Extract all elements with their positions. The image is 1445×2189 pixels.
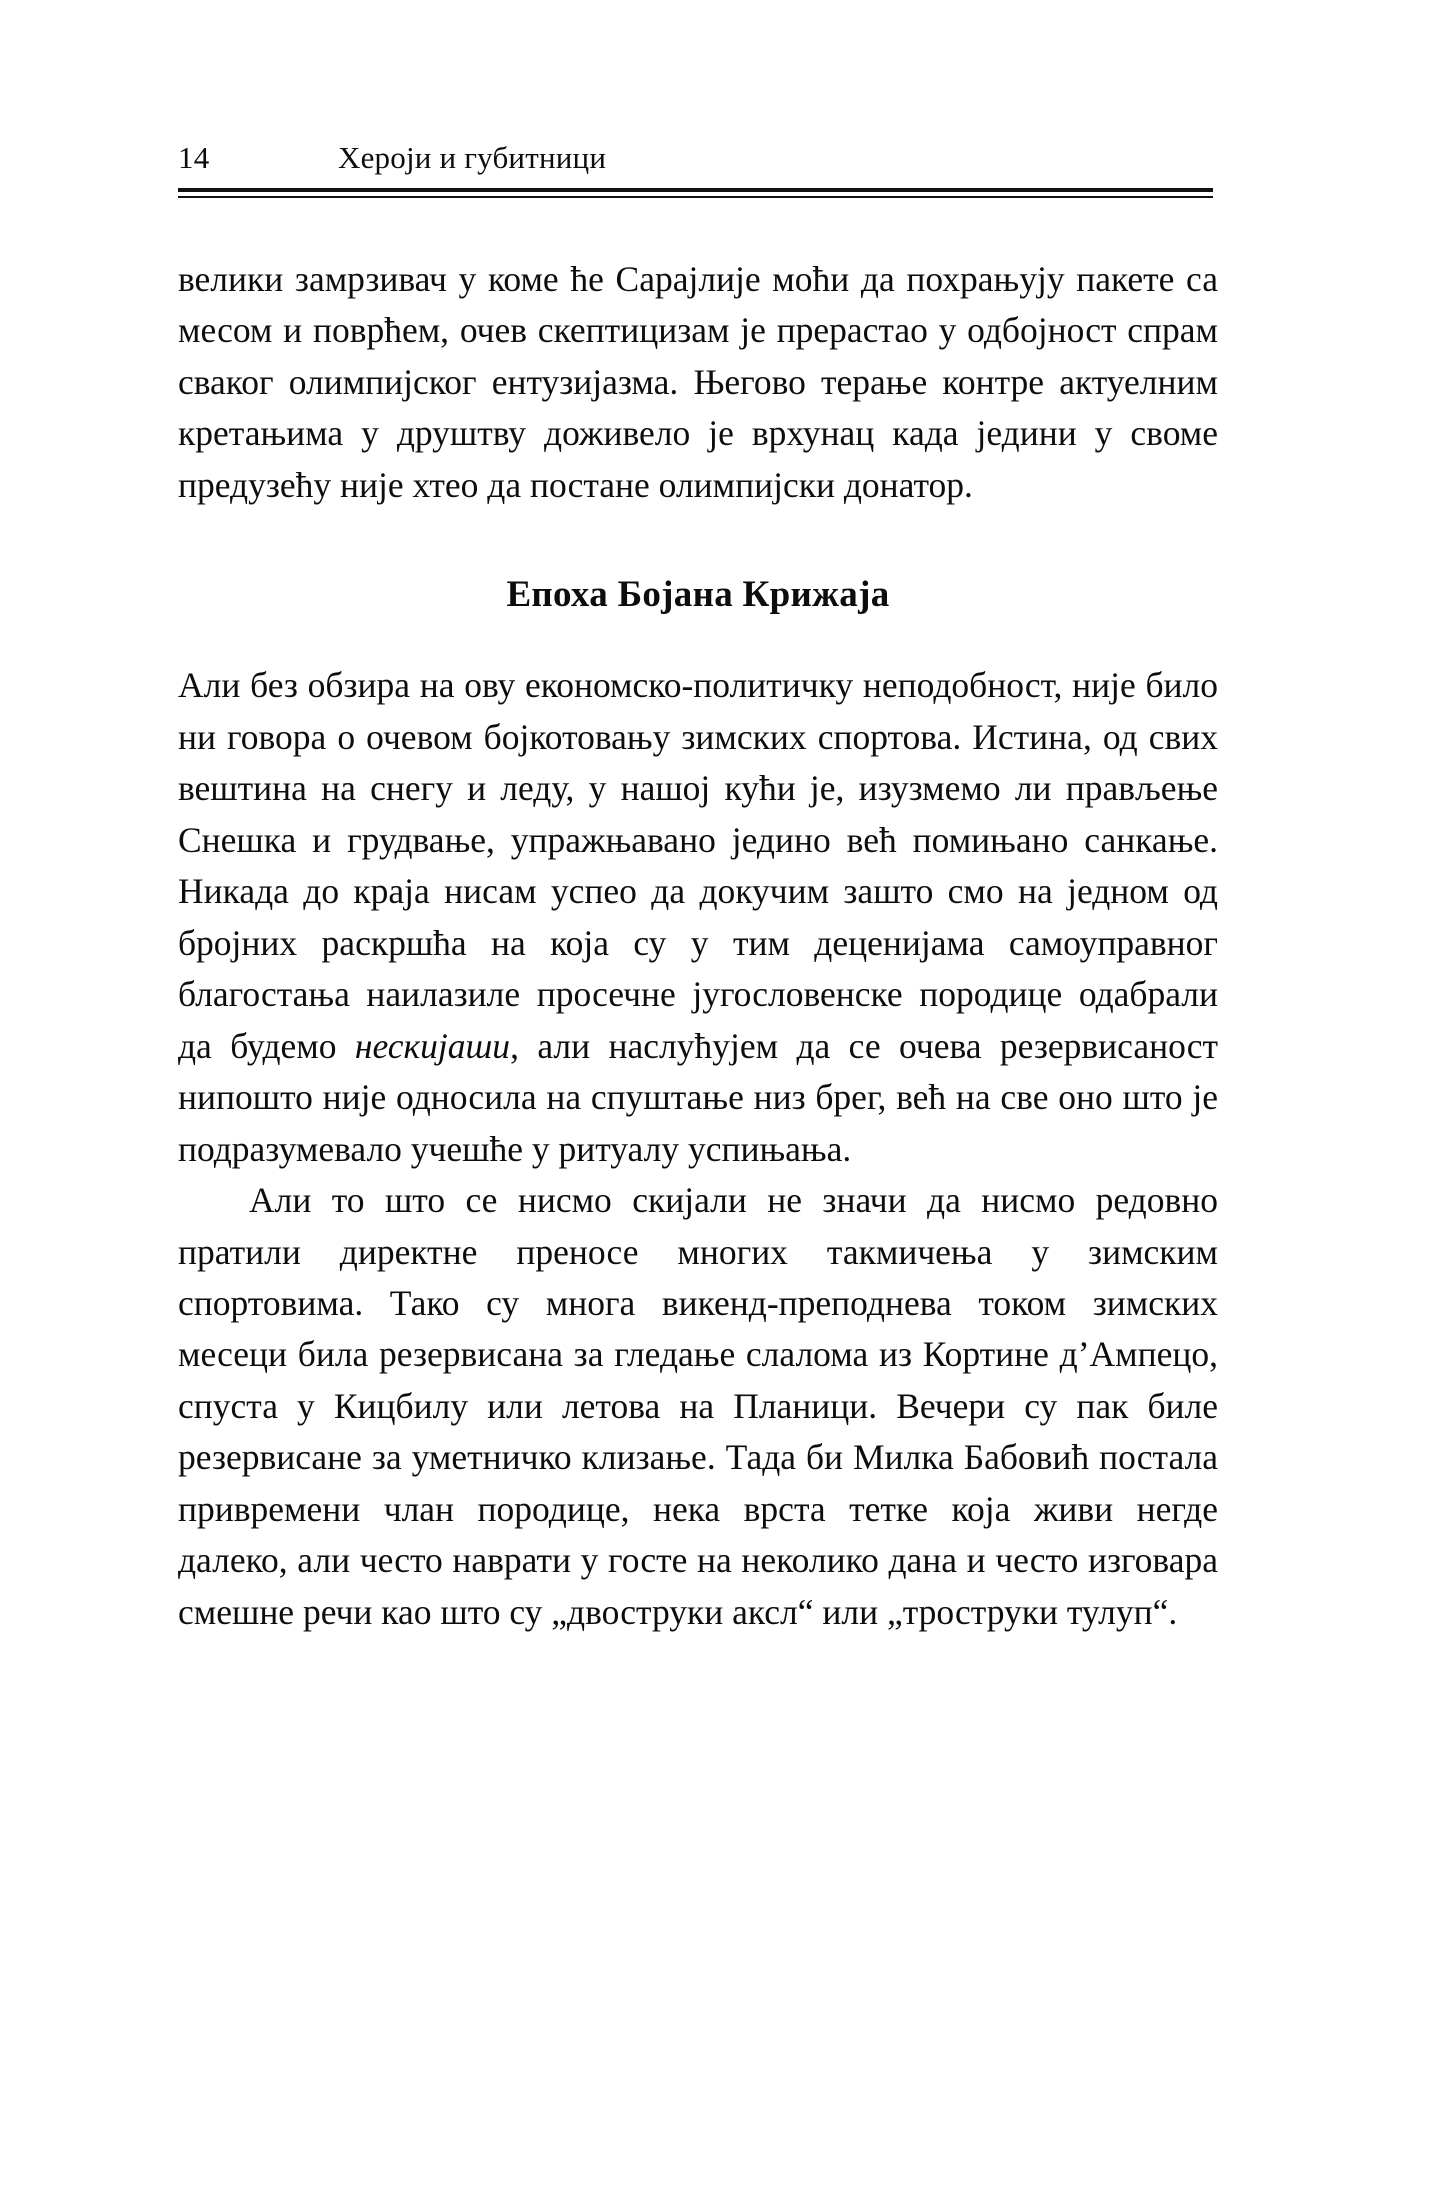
body-text-main [178, 660, 1218, 1638]
section-heading: Епоха Бојана Крижаја [506, 574, 890, 616]
page-content [178, 140, 1218, 1638]
paragraph-one-part-b: , али наслућујем да се очева резервисаност нипошто није односила на спуштање низ брег, већ на све оно што је подразумевало учешће у ритуалу успињања. [178, 1025, 1218, 1169]
header-rule-thin [178, 196, 1213, 198]
paragraph-one-part-a: Али без обзира на ову економско-политичку неподобност, није било ни говора о очевом бојкотовању зимских спортова. Истина, од свих вештина на снегу и леду, у нашој кући је, изузмемо ли прављење Снешка и грудвање, упражњавано једино већ помињано санкање. Никада до краја нисам успео да докучим зашто смо на једном од бројних раскршћа на која су у тим деценијама самоуправног благостања наилазиле просечне југословенске породице одабрали да будемо [178, 665, 1218, 1066]
header-rule-thick [178, 188, 1213, 192]
header-rule [178, 188, 1218, 198]
book-title: Хероји и губитници [338, 140, 607, 175]
page-number: 14 [178, 140, 210, 175]
body-text-top [178, 254, 1218, 511]
paragraph-two: Али то што се нисмо скијали не значи да нисмо редовно пратили директне преносе многих такмичења у зимским спортовима. Тако су многа викенд-преподнева током зимских месеци била резервисана за гледање слалома из Кортине д’Ампецо, спуста у Кицбилу или летова на Планици. Вечери су пак биле резервисане за уметничко клизање. Тада би Милка Бабовић постала привремени члан породице, нека врста тетке која живи негде далеко, али често наврати у госте на неколико дана и често изговара смешне речи као што су „двоструки аксл“ или „троструки тулуп“. [178, 1180, 1218, 1632]
paragraph-one [178, 660, 1218, 1175]
running-header [178, 140, 1218, 176]
paragraph-continued: велики замрзивач у коме ће Сарајлије моћи да похрањују пакете са месом и поврћем, очев скептицизам је прерастао у одбојност спрам сваког олимпијског ентузијазма. Његово терање контре актуелним кретањима у друштву доживело је врхунац када једини у своме предузећу није хтео да постане олимпијски донатор. [178, 259, 1218, 505]
paragraph-one-emphasis: нескијаши [354, 1025, 511, 1066]
